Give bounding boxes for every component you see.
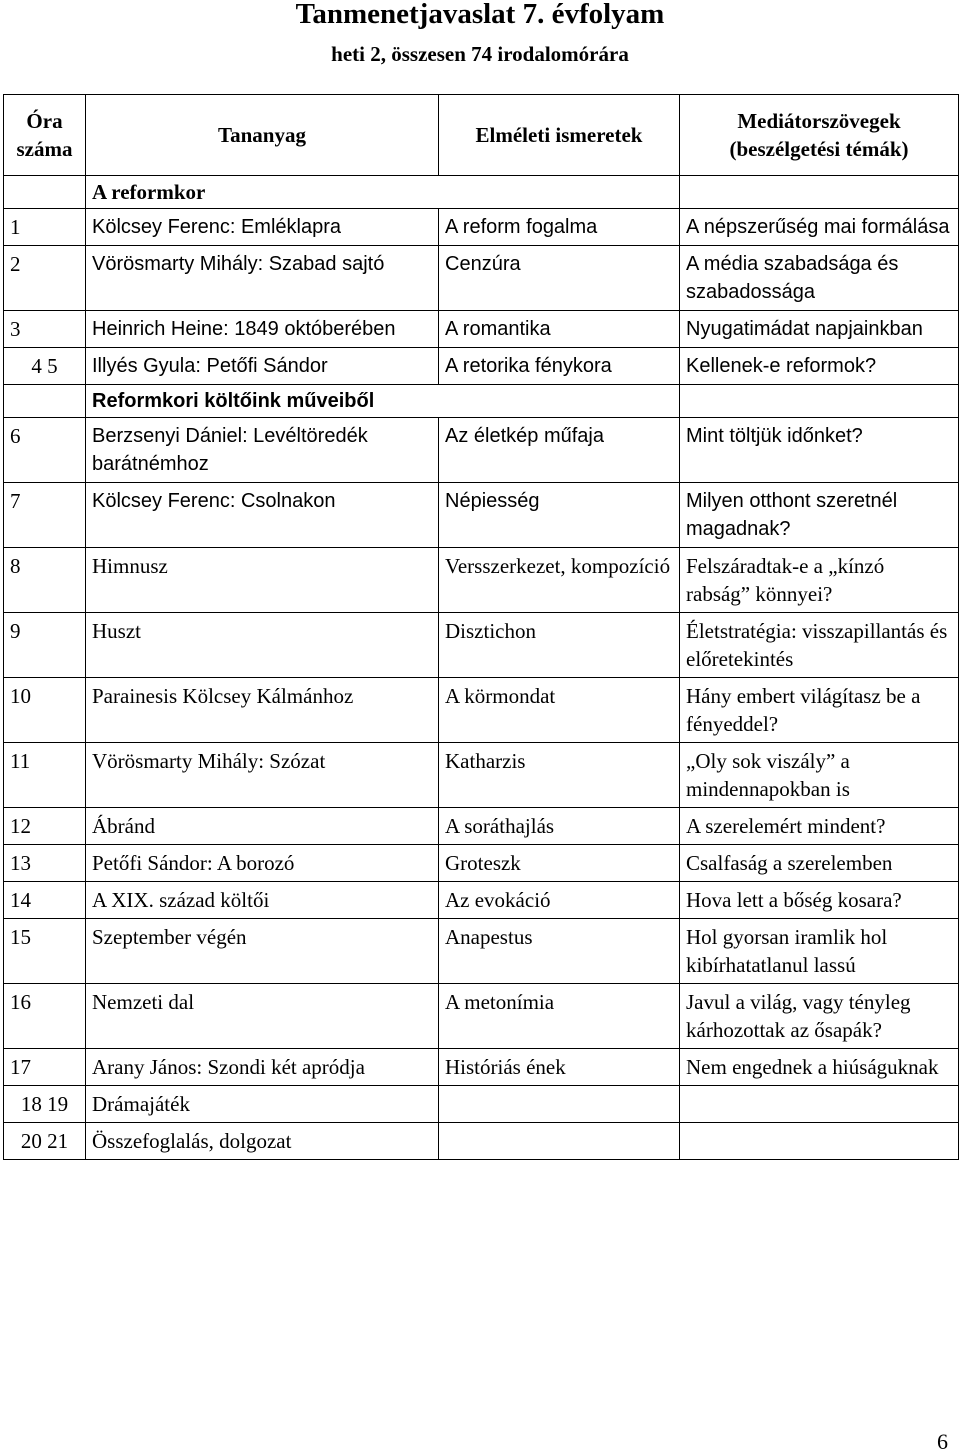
lesson-number-cell: 18 19 [4, 1086, 86, 1123]
theory-cell: A metonímia [439, 984, 680, 1049]
theory-cell: Cenzúra [439, 246, 680, 311]
section-row [4, 176, 959, 209]
theory-cell [439, 1123, 680, 1160]
table-row [4, 418, 959, 483]
table-row [4, 548, 959, 613]
media-text-cell: „Oly sok viszály” a mindennapokban is [680, 743, 959, 808]
table-row [4, 678, 959, 743]
topic-cell: Kölcsey Ferenc: Csolnakon [86, 483, 439, 548]
lesson-number-cell: 11 [4, 743, 86, 808]
media-text-cell: Csalfaság a szerelemben [680, 845, 959, 882]
table-row [4, 1086, 959, 1123]
theory-cell: A romantika [439, 311, 680, 348]
lesson-number-cell: 16 [4, 984, 86, 1049]
topic-cell: Parainesis Kölcsey Kálmánhoz [86, 678, 439, 743]
theory-cell: Anapestus [439, 919, 680, 984]
table-header-row [4, 95, 959, 176]
column-header-lesson-number: Óra száma [4, 95, 86, 176]
topic-cell: Nemzeti dal [86, 984, 439, 1049]
topic-cell: Drámajáték [86, 1086, 439, 1123]
theory-cell: Katharzis [439, 743, 680, 808]
table-row [4, 808, 959, 845]
page-subtitle: heti 2, összesen 74 irodalomórára [331, 42, 629, 66]
media-text-cell: Hány embert világítasz be a fényeddel? [680, 678, 959, 743]
media-text-cell: Nem engednek a hiúságuknak [680, 1049, 959, 1086]
topic-cell: Összefoglalás, dolgozat [86, 1123, 439, 1160]
topic-cell: Vörösmarty Mihály: Szabad sajtó [86, 246, 439, 311]
lesson-number-cell: 15 [4, 919, 86, 984]
lesson-number-cell: 7 [4, 483, 86, 548]
topic-cell: Vörösmarty Mihály: Szózat [86, 743, 439, 808]
theory-cell: Históriás ének [439, 1049, 680, 1086]
lesson-number-cell: 12 [4, 808, 86, 845]
theory-cell: A retorika fénykora [439, 348, 680, 385]
section-number-cell [4, 385, 86, 418]
topic-cell: Szeptember végén [86, 919, 439, 984]
theory-cell: Versszerkezet, kompozíció [439, 548, 680, 613]
table-row [4, 1049, 959, 1086]
media-text-cell [680, 1123, 959, 1160]
theory-cell: A reform fogalma [439, 209, 680, 246]
curriculum-table [3, 94, 959, 1160]
theory-cell [439, 1086, 680, 1123]
topic-cell: Petőfi Sándor: A borozó [86, 845, 439, 882]
table-row [4, 845, 959, 882]
table-row [4, 348, 959, 385]
lesson-number-cell: 14 [4, 882, 86, 919]
table-row [4, 919, 959, 984]
theory-cell: A soráthajlás [439, 808, 680, 845]
topic-cell: A XIX. század költői [86, 882, 439, 919]
theory-cell: Az életkép műfaja [439, 418, 680, 483]
table-body-poets [4, 385, 959, 1160]
lesson-number-cell: 3 [4, 311, 86, 348]
table-row [4, 743, 959, 808]
table-row [4, 1123, 959, 1160]
topic-cell: Arany János: Szondi két apródja [86, 1049, 439, 1086]
page-number: 6 [937, 1429, 948, 1454]
theory-cell: Az evokáció [439, 882, 680, 919]
section-title: A reformkor [86, 176, 680, 209]
topic-cell: Heinrich Heine: 1849 októberében [86, 311, 439, 348]
table-row [4, 311, 959, 348]
section-row [4, 385, 959, 418]
topic-cell: Huszt [86, 613, 439, 678]
section-empty-cell [680, 385, 959, 418]
section-number-cell [4, 176, 86, 209]
media-text-cell: Nyugatimádat napjainkban [680, 311, 959, 348]
lesson-number-cell: 2 [4, 246, 86, 311]
topic-cell: Himnusz [86, 548, 439, 613]
theory-cell: Népiesség [439, 483, 680, 548]
table-row [4, 882, 959, 919]
media-text-cell: Hova lett a bőség kosara? [680, 882, 959, 919]
lesson-number-cell: 8 [4, 548, 86, 613]
column-header-theory: Elméleti ismeretek [439, 95, 680, 176]
topic-cell: Kölcsey Ferenc: Emléklapra [86, 209, 439, 246]
media-text-cell: Felszáradtak-e a „kínzó rabság” könnyei? [680, 548, 959, 613]
lesson-number-cell: 10 [4, 678, 86, 743]
table-row [4, 984, 959, 1049]
page-title: Tanmenetjavaslat 7. évfolyam [295, 0, 665, 30]
media-text-cell: Hol gyorsan iramlik hol kibírhatatlanul lassú [680, 919, 959, 984]
media-text-cell: Életstratégia: visszapillantás és előretekintés [680, 613, 959, 678]
media-text-cell: A szerelemért mindent? [680, 808, 959, 845]
table-body-reform-era [4, 176, 959, 385]
media-text-cell: Javul a világ, vagy tényleg kárhozottak az ősapák? [680, 984, 959, 1049]
topic-cell: Illyés Gyula: Petőfi Sándor [86, 348, 439, 385]
table-row [4, 209, 959, 246]
media-text-cell [680, 1086, 959, 1123]
column-header-media-texts: Mediátorszövegek (beszélgetési témák) [680, 95, 959, 176]
theory-cell: Groteszk [439, 845, 680, 882]
lesson-number-cell: 17 [4, 1049, 86, 1086]
table-row [4, 483, 959, 548]
section-empty-cell [680, 176, 959, 209]
section-title: Reformkori költőink műveiből [86, 385, 680, 418]
table-row [4, 246, 959, 311]
lesson-number-cell: 9 [4, 613, 86, 678]
lesson-number-cell: 1 [4, 209, 86, 246]
theory-cell: A körmondat [439, 678, 680, 743]
table-row [4, 613, 959, 678]
media-text-cell: Kellenek-e reformok? [680, 348, 959, 385]
media-text-cell: A média szabadsága és szabadossága [680, 246, 959, 311]
topic-cell: Berzsenyi Dániel: Levéltöredék barátnémhoz [86, 418, 439, 483]
lesson-number-cell: 13 [4, 845, 86, 882]
media-text-cell: A népszerűség mai formálása [680, 209, 959, 246]
lesson-number-cell: 20 21 [4, 1123, 86, 1160]
media-text-cell: Mint töltjük időnket? [680, 418, 959, 483]
media-text-cell: Milyen otthont szeretnél magadnak? [680, 483, 959, 548]
topic-cell: Ábránd [86, 808, 439, 845]
theory-cell: Disztichon [439, 613, 680, 678]
lesson-number-cell: 4 5 [4, 348, 86, 385]
lesson-number-cell: 6 [4, 418, 86, 483]
column-header-topic: Tananyag [86, 95, 439, 176]
